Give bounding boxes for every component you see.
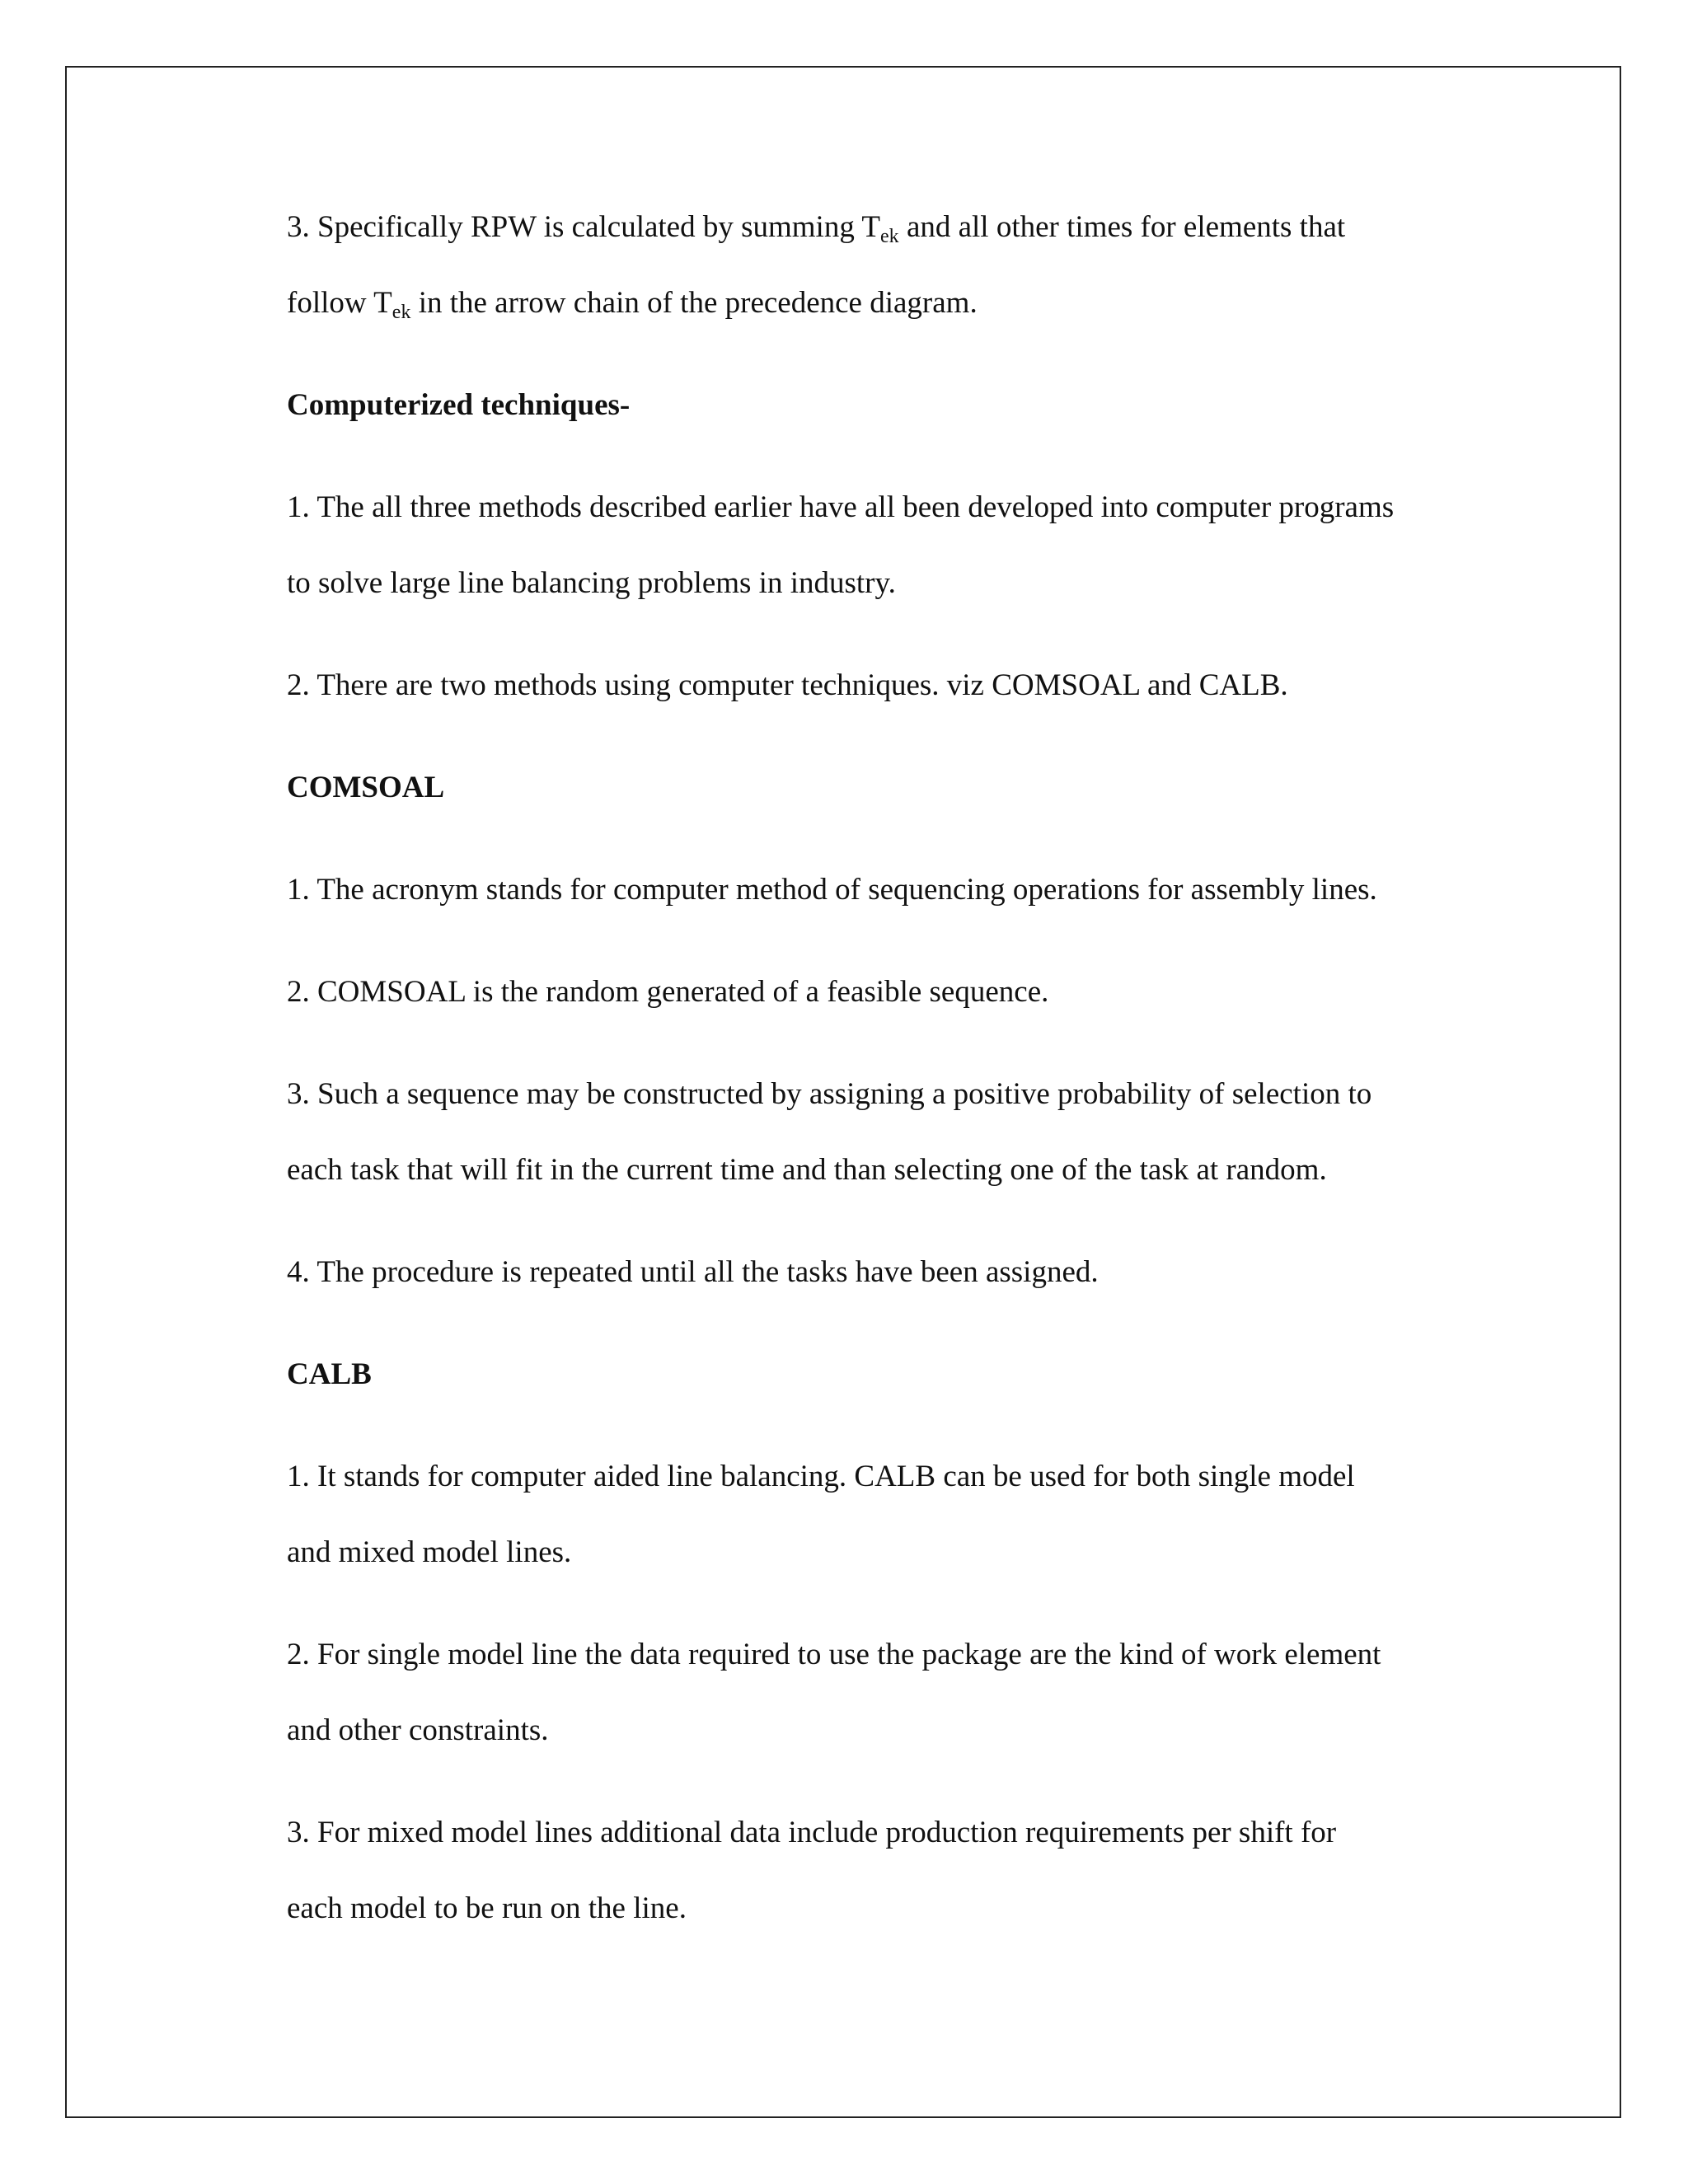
rpw-paragraph [287,190,1507,341]
comsoal-point-3 [287,1057,1507,1208]
heading-comsoal: COMSOAL [287,771,445,804]
text-line: and mixed model lines. [287,1535,572,1569]
subscript: ek [880,226,899,247]
text-line: 3. Such a sequence may be constructed by assigning a positive probability of selection to [287,1077,1372,1111]
text-line: 2. There are two methods using computer techniques. viz COMSOAL and CALB. [287,668,1288,702]
document-body [287,190,1507,1973]
comsoal-point-2 [287,954,1507,1030]
text-line: 4. The procedure is repeated until all the tasks have been assigned. [287,1255,1099,1289]
heading-computerized-techniques: Computerized techniques- [287,388,631,422]
comsoal-point-1 [287,852,1507,928]
computerized-point-2 [287,648,1507,724]
calb-point-3 [287,1795,1507,1947]
text-line: 1. The all three methods described earlier have all been developed into computer programs [287,490,1395,524]
subscript: ek [392,302,411,323]
calb-point-1 [287,1439,1507,1591]
heading-calb: CALB [287,1357,372,1391]
text-line: 2. For single model line the data required to use the package are the kind of work element [287,1638,1381,1671]
text-line: and other constraints. [287,1713,549,1747]
text-line: 1. The acronym stands for computer method of sequencing operations for assembly lines. [287,873,1377,907]
text-line: follow $T_{ek}$ in the arrow chain of the precedence diagram. [287,286,978,323]
computerized-point-1 [287,470,1507,621]
text-line: to solve large line balancing problems in industry. [287,566,896,600]
text-line: 3. For mixed model lines additional data include production requirements per shift for [287,1816,1337,1849]
text-line: 1. It stands for computer aided line balancing. CALB can be used for both single model [287,1460,1355,1493]
text-line: each model to be run on the line. [287,1891,687,1925]
text-line: 2. COMSOAL is the random generated of a feasible sequence. [287,975,1049,1009]
text-line: each task that will fit in the current time and than selecting one of the task at random. [287,1153,1327,1187]
calb-point-2 [287,1617,1507,1769]
comsoal-point-4 [287,1235,1507,1310]
text-line: 3. Specifically RPW is calculated by summing $T_{ek}$ and all other times for elements that [287,210,1346,247]
